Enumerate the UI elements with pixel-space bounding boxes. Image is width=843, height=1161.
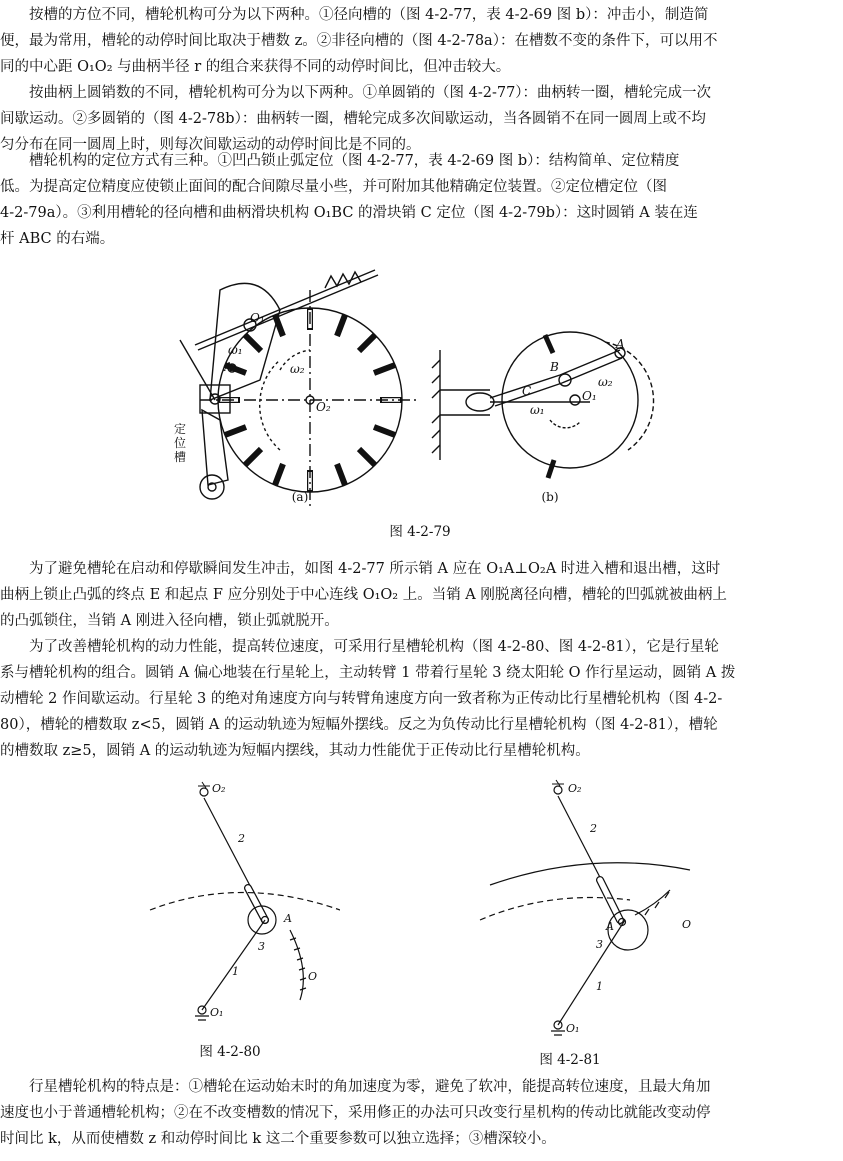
figure-4-2-80 (140, 770, 340, 1030)
text-line: 间歇运动。②多圆销的（图 4-2-78b）：曲柄转一圈，槽轮完成多次间歇运动，当各圆销不在同一圆周上或不均 (0, 111, 706, 127)
text-line: 4-2-79a）。③利用槽轮的径向槽和曲柄滑块机构 O₁BC 的滑块销 C 定位（图 4-2-79b）：这时圆销 A 装在连 (0, 205, 698, 221)
paragraph-planetary-geneva (0, 634, 843, 764)
fig80-label: O (308, 970, 318, 983)
text-line: 杆 ABC 的右端。 (0, 231, 115, 247)
figure-4-2-79-drawing (150, 250, 670, 540)
fig80-label: O₁ (210, 1006, 224, 1019)
text-line: 按曲柄上圆销数的不同，槽轮机构可分为以下两种。①单圆销的（图 4-2-77）：曲柄转一圈，槽轮完成一次 (0, 85, 712, 101)
text-line: 系与槽轮机构的组合。圆销 A 偏心地装在行星轮上，主动转臂 1 带着行星轮 3 绕太阳轮 O 作行星运动，圆销 A 拨 (0, 665, 736, 681)
positioning-slot-label (174, 422, 188, 464)
label-char: 位 (174, 436, 187, 450)
text-line: 槽轮机构的定位方式有三种。①凹凸锁止弧定位（图 4-2-77，表 4-2-69 图 b）：结构简单、定位精度 (0, 153, 680, 169)
fig81-label: 1 (596, 980, 603, 993)
fig79-sublabel-b: (b) (541, 490, 559, 504)
text-line: 的槽数取 z≥5，圆销 A 的运动轨迹为短幅内摆线，其动力性能优于正传动比行星槽轮机构。 (0, 743, 590, 759)
fig80-label: A (284, 912, 292, 925)
fig79b-label: A (616, 337, 625, 351)
fig81-label: O₂ (568, 782, 582, 795)
fig79b-label: B (550, 360, 559, 374)
text-line: 匀分布在同一圆周上时，则每次间歇运动的动停时间比是不同的。 (0, 137, 421, 153)
text-line: 80），槽轮的槽数取 z<5，圆销 A 的运动轨迹为短幅外摆线。反之为负传动比行星槽轮机构（图 4-2-81），槽轮 (0, 717, 718, 733)
text-line: 便，最为常用，槽轮的动停时间比取决于槽数 z。②非径向槽的（图 4-2-78a）：在槽数不变的条件下，可以用不 (0, 33, 718, 49)
paragraph-pin-count (0, 80, 843, 158)
fig79a-label: ω₂ (290, 362, 305, 376)
text-line: 动槽轮 2 作间歇运动。行星轮 3 的绝对角速度方向与转臂角速度方向一致者称为正传动比行星槽轮机构（图 4-2- (0, 691, 723, 707)
fig79a-label: O₂ (316, 400, 331, 414)
fig79a-label: ω₁ (228, 343, 243, 357)
text-line: 行星槽轮机构的特点是：①槽轮在运动始末时的角加速度为零，避免了软冲，能提高转位速度，且最大角加 (0, 1079, 711, 1095)
paragraph-positioning (0, 148, 843, 252)
figure-4-2-79 (150, 250, 670, 540)
paragraph-planetary-features (0, 1074, 843, 1152)
fig80-label: O₂ (212, 782, 226, 795)
figure-caption-80: 图 4-2-80 (199, 1044, 261, 1060)
label-char: 槽 (174, 450, 187, 464)
text-line: 时间比 k，从而使槽数 z 和动停时间比 k 这二个重要参数可以独立选择；③槽深较小。 (0, 1131, 556, 1147)
figure-4-2-81 (470, 770, 700, 1040)
text-line: 曲柄上锁止凸弧的终点 E 和起点 F 应分别处于中心连线 O₁O₂ 上。当销 A 刚脱离径向槽，槽轮的凹弧就被曲柄上 (0, 587, 727, 603)
fig80-label: 1 (232, 965, 239, 978)
fig80-label: 2 (238, 832, 245, 845)
figure-4-2-80-drawing (140, 770, 340, 1030)
text-line: 低。为提高定位精度应使锁止面间的配合间隙尽量小些，并可附加其他精确定位装置。②定位槽定位（图 (0, 179, 667, 195)
fig81-label: O₁ (566, 1022, 580, 1035)
text-line: 按槽的方位不同，槽轮机构可分为以下两种。①径向槽的（图 4-2-77，表 4-2-69 图 b）：冲击小，制造简 (0, 7, 709, 23)
paragraph-impact-avoidance (0, 556, 843, 634)
text-line: 的凸弧锁住，当销 A 刚进入径向槽，锁止弧就脱开。 (0, 613, 339, 629)
text-line: 为了避免槽轮在启动和停歇瞬间发生冲击，如图 4-2-77 所示销 A 应在 O₁A⊥O₂A 时进入槽和退出槽，这时 (0, 561, 721, 577)
fig81-label: O (682, 918, 692, 931)
label-char: 定 (174, 422, 187, 436)
fig79b-label: C (522, 384, 532, 398)
fig79b-label: ω₁ (530, 403, 545, 417)
fig79a-label: O₁ (250, 311, 265, 325)
text-line: 为了改善槽轮机构的动力性能，提高转位速度，可采用行星槽轮机构（图 4-2-80、图 4-2-81），它是行星轮 (0, 639, 719, 655)
figure-caption-79: 图 4-2-79 (389, 524, 451, 540)
fig81-label: A (606, 920, 614, 933)
text-line: 速度也小于普通槽轮机构；②在不改变槽数的情况下，采用修正的办法可只改变行星机构的传动比就能改变动停 (0, 1105, 711, 1121)
figure-4-2-81-drawing (470, 770, 700, 1040)
paragraph-slot-orientation (0, 2, 843, 80)
text-line: 同的中心距 O₁O₂ 与曲柄半径 r 的组合来获得不同的动停时间比，但冲击较大。 (0, 59, 511, 75)
figure-caption-81: 图 4-2-81 (539, 1052, 601, 1068)
fig79a-label: A (224, 360, 233, 374)
fig81-label: 2 (590, 822, 597, 835)
fig79b-label: O₁ (582, 389, 597, 403)
fig80-label: 3 (258, 940, 265, 953)
fig81-label: 3 (596, 938, 603, 951)
fig79-sublabel-a: (a) (291, 490, 309, 504)
fig79b-label: ω₂ (598, 375, 613, 389)
